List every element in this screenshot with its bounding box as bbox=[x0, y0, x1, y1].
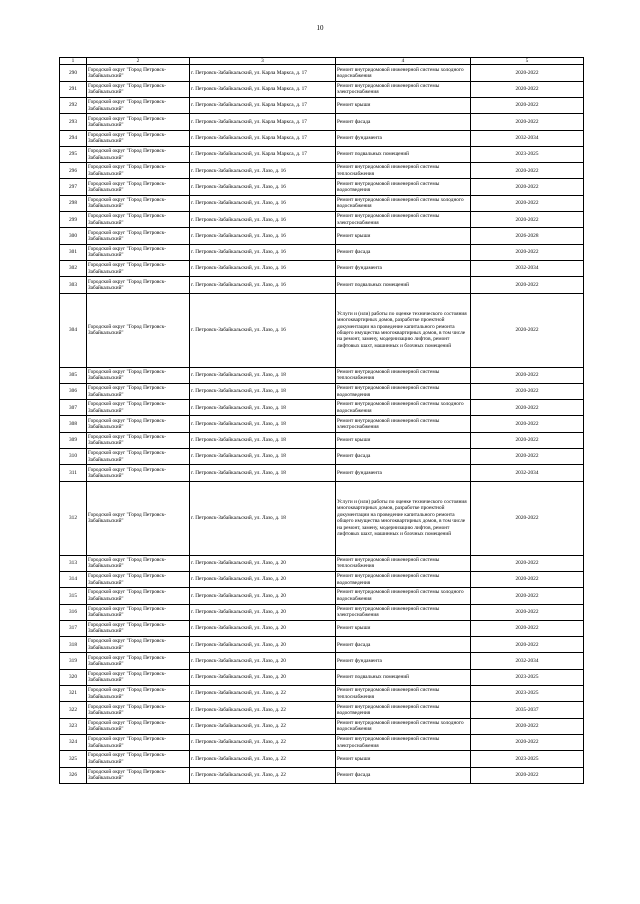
work-type-cell: Ремонт подвальных помещений bbox=[336, 277, 471, 293]
row-number-cell: 322 bbox=[60, 702, 87, 718]
district-cell: Городской округ "Город Петровск-Забайкальский" bbox=[87, 637, 190, 653]
row-number-cell: 306 bbox=[60, 383, 87, 399]
table-row bbox=[60, 293, 584, 367]
table-row bbox=[60, 604, 584, 620]
work-type-cell: Ремонт фасада bbox=[336, 449, 471, 465]
work-type-cell: Ремонт внутридомовой инженерной системы водоотведения bbox=[336, 702, 471, 718]
district-cell: Городской округ "Город Петровск-Забайкальский" bbox=[87, 604, 190, 620]
address-cell: г. Петровск-Забайкальский, ул. Лазо, д. 18 bbox=[190, 383, 336, 399]
district-cell: Городской округ "Город Петровск-Забайкальский" bbox=[87, 65, 190, 81]
table-row bbox=[60, 367, 584, 383]
district-cell: Городской округ "Город Петровск-Забайкальский" bbox=[87, 195, 190, 211]
table-header-row bbox=[60, 58, 584, 65]
row-number-cell: 315 bbox=[60, 588, 87, 604]
address-cell: г. Петровск-Забайкальский, ул. Лазо, д. 18 bbox=[190, 449, 336, 465]
work-type-cell: Ремонт внутридомовой инженерной системы электроснабжения bbox=[336, 212, 471, 228]
table-row bbox=[60, 65, 584, 81]
table-row bbox=[60, 114, 584, 130]
period-cell: 2020-2022 bbox=[471, 65, 584, 81]
district-cell: Городской округ "Город Петровск-Забайкальский" bbox=[87, 146, 190, 162]
row-number-cell: 290 bbox=[60, 65, 87, 81]
period-cell: 2020-2022 bbox=[471, 620, 584, 636]
work-type-cell: Ремонт внутридомовой инженерной системы холодного водоснабжения bbox=[336, 195, 471, 211]
period-cell: 2023-2025 bbox=[471, 751, 584, 767]
table-row bbox=[60, 195, 584, 211]
table-row bbox=[60, 212, 584, 228]
address-cell: г. Петровск-Забайкальский, ул. Лазо, д. 16 bbox=[190, 277, 336, 293]
work-type-cell: Ремонт внутридомовой инженерной системы электроснабжения bbox=[336, 734, 471, 750]
period-cell: 2020-2022 bbox=[471, 481, 584, 555]
district-cell: Городской округ "Город Петровск-Забайкальский" bbox=[87, 400, 190, 416]
address-cell: г. Петровск-Забайкальский, ул. Лазо, д. 16 bbox=[190, 260, 336, 276]
address-cell: г. Петровск-Забайкальский, ул. Лазо, д. 18 bbox=[190, 481, 336, 555]
period-cell: 2020-2022 bbox=[471, 244, 584, 260]
table-row bbox=[60, 669, 584, 685]
table-row bbox=[60, 163, 584, 179]
period-cell: 2020-2022 bbox=[471, 163, 584, 179]
row-number-cell: 316 bbox=[60, 604, 87, 620]
district-cell: Городской округ "Город Петровск-Забайкальский" bbox=[87, 669, 190, 685]
row-number-cell: 326 bbox=[60, 767, 87, 783]
capital-repair-table bbox=[59, 57, 584, 784]
address-cell: г. Петровск-Забайкальский, ул. Лазо, д. 16 bbox=[190, 228, 336, 244]
table-row bbox=[60, 620, 584, 636]
table-row bbox=[60, 686, 584, 702]
address-cell: г. Петровск-Забайкальский, ул. Лазо, д. 20 bbox=[190, 555, 336, 571]
row-number-cell: 325 bbox=[60, 751, 87, 767]
district-cell: Городской округ "Город Петровск-Забайкальский" bbox=[87, 98, 190, 114]
work-type-cell: Ремонт внутридомовой инженерной системы холодного водоснабжения bbox=[336, 588, 471, 604]
work-type-cell: Ремонт внутридомовой инженерной системы холодного водоснабжения bbox=[336, 400, 471, 416]
table-row bbox=[60, 637, 584, 653]
table-row bbox=[60, 383, 584, 399]
table-row bbox=[60, 146, 584, 162]
work-type-cell: Ремонт внутридомовой инженерной системы теплоснабжения bbox=[336, 367, 471, 383]
row-number-cell: 323 bbox=[60, 718, 87, 734]
period-cell: 2032-2034 bbox=[471, 130, 584, 146]
address-cell: г. Петровск-Забайкальский, ул. Лазо, д. 16 bbox=[190, 163, 336, 179]
column-header: 3 bbox=[190, 58, 336, 65]
work-type-cell: Ремонт внутридомовой инженерной системы холодного водоснабжения bbox=[336, 718, 471, 734]
period-cell: 2032-2034 bbox=[471, 653, 584, 669]
work-type-cell: Ремонт подвальных помещений bbox=[336, 146, 471, 162]
address-cell: г. Петровск-Забайкальский, ул. Лазо, д. 18 bbox=[190, 432, 336, 448]
table-row bbox=[60, 416, 584, 432]
work-type-cell: Ремонт фасада bbox=[336, 767, 471, 783]
work-type-cell: Ремонт внутридомовой инженерной системы водоотведения bbox=[336, 571, 471, 587]
row-number-cell: 305 bbox=[60, 367, 87, 383]
table-row bbox=[60, 588, 584, 604]
table-row bbox=[60, 260, 584, 276]
work-type-cell: Ремонт фундамента bbox=[336, 465, 471, 481]
row-number-cell: 294 bbox=[60, 130, 87, 146]
address-cell: г. Петровск-Забайкальский, ул. Лазо, д. 20 bbox=[190, 637, 336, 653]
table-row bbox=[60, 653, 584, 669]
address-cell: г. Петровск-Забайкальский, ул. Лазо, д. 16 bbox=[190, 212, 336, 228]
work-type-cell: Ремонт внутридомовой инженерной системы теплоснабжения bbox=[336, 686, 471, 702]
address-cell: г. Петровск-Забайкальский, ул. Лазо, д. 16 bbox=[190, 293, 336, 367]
address-cell: г. Петровск-Забайкальский, ул. Лазо, д. 22 bbox=[190, 767, 336, 783]
period-cell: 2035-2037 bbox=[471, 702, 584, 718]
district-cell: Городской округ "Город Петровск-Забайкальский" bbox=[87, 620, 190, 636]
row-number-cell: 314 bbox=[60, 571, 87, 587]
address-cell: г. Петровск-Забайкальский, ул. Лазо, д. 20 bbox=[190, 588, 336, 604]
column-header: 2 bbox=[87, 58, 190, 65]
period-cell: 2020-2022 bbox=[471, 718, 584, 734]
district-cell: Городской округ "Город Петровск-Забайкальский" bbox=[87, 179, 190, 195]
period-cell: 2023-2025 bbox=[471, 146, 584, 162]
address-cell: г. Петровск-Забайкальский, ул. Лазо, д. 22 bbox=[190, 734, 336, 750]
work-type-cell: Ремонт фасада bbox=[336, 637, 471, 653]
period-cell: 2020-2022 bbox=[471, 81, 584, 97]
address-cell: г. Петровск-Забайкальский, ул. Лазо, д. 22 bbox=[190, 751, 336, 767]
period-cell: 2020-2022 bbox=[471, 555, 584, 571]
period-cell: 2020-2022 bbox=[471, 604, 584, 620]
address-cell: г. Петровск-Забайкальский, ул. Лазо, д. 20 bbox=[190, 604, 336, 620]
row-number-cell: 304 bbox=[60, 293, 87, 367]
address-cell: г. Петровск-Забайкальский, ул. Карла Маркса, д. 17 bbox=[190, 81, 336, 97]
district-cell: Городской округ "Город Петровск-Забайкальский" bbox=[87, 432, 190, 448]
period-cell: 2026-2028 bbox=[471, 228, 584, 244]
column-header: 5 bbox=[471, 58, 584, 65]
period-cell: 2020-2022 bbox=[471, 212, 584, 228]
period-cell: 2020-2022 bbox=[471, 383, 584, 399]
row-number-cell: 312 bbox=[60, 481, 87, 555]
table-row bbox=[60, 432, 584, 448]
address-cell: г. Петровск-Забайкальский, ул. Лазо, д. 22 bbox=[190, 702, 336, 718]
address-cell: г. Петровск-Забайкальский, ул. Лазо, д. 18 bbox=[190, 367, 336, 383]
table-row bbox=[60, 277, 584, 293]
period-cell: 2020-2022 bbox=[471, 179, 584, 195]
district-cell: Городской округ "Город Петровск-Забайкальский" bbox=[87, 383, 190, 399]
table-row bbox=[60, 228, 584, 244]
work-type-cell: Ремонт внутридомовой инженерной системы теплоснабжения bbox=[336, 555, 471, 571]
address-cell: г. Петровск-Забайкальский, ул. Лазо, д. 22 bbox=[190, 718, 336, 734]
district-cell: Городской округ "Город Петровск-Забайкальский" bbox=[87, 228, 190, 244]
table-row bbox=[60, 718, 584, 734]
district-cell: Городской округ "Город Петровск-Забайкальский" bbox=[87, 751, 190, 767]
work-type-cell: Ремонт фундамента bbox=[336, 130, 471, 146]
period-cell: 2020-2022 bbox=[471, 767, 584, 783]
row-number-cell: 311 bbox=[60, 465, 87, 481]
work-type-cell: Ремонт крыши bbox=[336, 751, 471, 767]
district-cell: Городской округ "Город Петровск-Забайкальский" bbox=[87, 734, 190, 750]
district-cell: Городской округ "Город Петровск-Забайкальский" bbox=[87, 367, 190, 383]
work-type-cell: Услуги и (или) работы по оценке технического состояния многоквартирных домов, разработке проектной документации на проведение капитального ремонта общего имущества многоквартирных домов, в том числе на ремонт, замену, модернизацию лифтов, ремонт лифтовых шахт, машинных и блочных помещений bbox=[336, 293, 471, 367]
page-number: 10 bbox=[316, 24, 324, 32]
period-cell: 2020-2022 bbox=[471, 432, 584, 448]
table-row bbox=[60, 751, 584, 767]
row-number-cell: 321 bbox=[60, 686, 87, 702]
district-cell: Городской округ "Город Петровск-Забайкальский" bbox=[87, 686, 190, 702]
table-row bbox=[60, 555, 584, 571]
table-row bbox=[60, 767, 584, 783]
address-cell: г. Петровск-Забайкальский, ул. Лазо, д. 18 bbox=[190, 400, 336, 416]
address-cell: г. Петровск-Забайкальский, ул. Лазо, д. 16 bbox=[190, 195, 336, 211]
district-cell: Городской округ "Город Петровск-Забайкальский" bbox=[87, 81, 190, 97]
period-cell: 2020-2022 bbox=[471, 416, 584, 432]
address-cell: г. Петровск-Забайкальский, ул. Лазо, д. 16 bbox=[190, 244, 336, 260]
period-cell: 2032-2034 bbox=[471, 260, 584, 276]
row-number-cell: 307 bbox=[60, 400, 87, 416]
table-row bbox=[60, 465, 584, 481]
address-cell: г. Петровск-Забайкальский, ул. Лазо, д. 18 bbox=[190, 416, 336, 432]
row-number-cell: 296 bbox=[60, 163, 87, 179]
district-cell: Городской округ "Город Петровск-Забайкальский" bbox=[87, 416, 190, 432]
period-cell: 2020-2022 bbox=[471, 734, 584, 750]
period-cell: 2020-2022 bbox=[471, 400, 584, 416]
work-type-cell: Ремонт внутридомовой инженерной системы электроснабжения bbox=[336, 416, 471, 432]
work-type-cell: Ремонт фасада bbox=[336, 114, 471, 130]
row-number-cell: 301 bbox=[60, 244, 87, 260]
work-type-cell: Ремонт внутридомовой инженерной системы электроснабжения bbox=[336, 81, 471, 97]
address-cell: г. Петровск-Забайкальский, ул. Карла Маркса, д. 17 bbox=[190, 98, 336, 114]
row-number-cell: 291 bbox=[60, 81, 87, 97]
row-number-cell: 308 bbox=[60, 416, 87, 432]
district-cell: Городской округ "Город Петровск-Забайкальский" bbox=[87, 571, 190, 587]
district-cell: Городской округ "Город Петровск-Забайкальский" bbox=[87, 130, 190, 146]
period-cell: 2023-2025 bbox=[471, 686, 584, 702]
table-row bbox=[60, 98, 584, 114]
district-cell: Городской округ "Город Петровск-Забайкальский" bbox=[87, 588, 190, 604]
period-cell: 2020-2022 bbox=[471, 449, 584, 465]
row-number-cell: 303 bbox=[60, 277, 87, 293]
table-row bbox=[60, 179, 584, 195]
address-cell: г. Петровск-Забайкальский, ул. Карла Маркса, д. 17 bbox=[190, 130, 336, 146]
row-number-cell: 313 bbox=[60, 555, 87, 571]
period-cell: 2020-2022 bbox=[471, 571, 584, 587]
work-type-cell: Ремонт крыши bbox=[336, 620, 471, 636]
address-cell: г. Петровск-Забайкальский, ул. Карла Маркса, д. 17 bbox=[190, 65, 336, 81]
work-type-cell: Ремонт крыши bbox=[336, 228, 471, 244]
row-number-cell: 318 bbox=[60, 637, 87, 653]
address-cell: г. Петровск-Забайкальский, ул. Карла Маркса, д. 17 bbox=[190, 114, 336, 130]
work-type-cell: Ремонт фасада bbox=[336, 244, 471, 260]
row-number-cell: 310 bbox=[60, 449, 87, 465]
row-number-cell: 292 bbox=[60, 98, 87, 114]
work-type-cell: Ремонт крыши bbox=[336, 98, 471, 114]
table-row bbox=[60, 734, 584, 750]
district-cell: Городской округ "Город Петровск-Забайкальский" bbox=[87, 114, 190, 130]
row-number-cell: 299 bbox=[60, 212, 87, 228]
table-row bbox=[60, 449, 584, 465]
work-type-cell: Ремонт подвальных помещений bbox=[336, 669, 471, 685]
work-type-cell: Ремонт фундамента bbox=[336, 653, 471, 669]
row-number-cell: 317 bbox=[60, 620, 87, 636]
period-cell: 2020-2022 bbox=[471, 98, 584, 114]
district-cell: Городской округ "Город Петровск-Забайкальский" bbox=[87, 702, 190, 718]
table-row bbox=[60, 130, 584, 146]
period-cell: 2020-2022 bbox=[471, 293, 584, 367]
period-cell: 2020-2022 bbox=[471, 277, 584, 293]
row-number-cell: 295 bbox=[60, 146, 87, 162]
row-number-cell: 319 bbox=[60, 653, 87, 669]
address-cell: г. Петровск-Забайкальский, ул. Лазо, д. 20 bbox=[190, 653, 336, 669]
period-cell: 2023-2025 bbox=[471, 669, 584, 685]
work-type-cell: Ремонт внутридомовой инженерной системы водоотведения bbox=[336, 179, 471, 195]
district-cell: Городской округ "Город Петровск-Забайкальский" bbox=[87, 465, 190, 481]
work-type-cell: Ремонт внутридомовой инженерной системы водоотведения bbox=[336, 383, 471, 399]
table-row bbox=[60, 571, 584, 587]
period-cell: 2020-2022 bbox=[471, 637, 584, 653]
district-cell: Городской округ "Город Петровск-Забайкальский" bbox=[87, 260, 190, 276]
address-cell: г. Петровск-Забайкальский, ул. Лазо, д. 20 bbox=[190, 571, 336, 587]
address-cell: г. Петровск-Забайкальский, ул. Лазо, д. 18 bbox=[190, 465, 336, 481]
row-number-cell: 297 bbox=[60, 179, 87, 195]
district-cell: Городской округ "Город Петровск-Забайкальский" bbox=[87, 481, 190, 555]
period-cell: 2020-2022 bbox=[471, 367, 584, 383]
address-cell: г. Петровск-Забайкальский, ул. Лазо, д. 16 bbox=[190, 179, 336, 195]
row-number-cell: 324 bbox=[60, 734, 87, 750]
table-row bbox=[60, 81, 584, 97]
table-row bbox=[60, 481, 584, 555]
district-cell: Городской округ "Город Петровск-Забайкальский" bbox=[87, 293, 190, 367]
period-cell: 2020-2022 bbox=[471, 114, 584, 130]
column-header: 4 bbox=[336, 58, 471, 65]
row-number-cell: 320 bbox=[60, 669, 87, 685]
row-number-cell: 293 bbox=[60, 114, 87, 130]
period-cell: 2020-2022 bbox=[471, 588, 584, 604]
work-type-cell: Ремонт фундамента bbox=[336, 260, 471, 276]
district-cell: Городской округ "Город Петровск-Забайкальский" bbox=[87, 277, 190, 293]
address-cell: г. Петровск-Забайкальский, ул. Карла Маркса, д. 17 bbox=[190, 146, 336, 162]
work-type-cell: Ремонт внутридомовой инженерной системы электроснабжения bbox=[336, 604, 471, 620]
district-cell: Городской округ "Город Петровск-Забайкальский" bbox=[87, 718, 190, 734]
address-cell: г. Петровск-Забайкальский, ул. Лазо, д. 20 bbox=[190, 620, 336, 636]
district-cell: Городской округ "Город Петровск-Забайкальский" bbox=[87, 653, 190, 669]
district-cell: Городской округ "Город Петровск-Забайкальский" bbox=[87, 212, 190, 228]
row-number-cell: 300 bbox=[60, 228, 87, 244]
work-type-cell: Услуги и (или) работы по оценке технического состояния многоквартирных домов, разработке проектной документации на проведение капитального ремонта общего имущества многоквартирных домов, в том числе на ремонт, замену, модернизацию лифтов, ремонт лифтовых шахт, машинных и блочных помещений bbox=[336, 481, 471, 555]
row-number-cell: 302 bbox=[60, 260, 87, 276]
address-cell: г. Петровск-Забайкальский, ул. Лазо, д. 20 bbox=[190, 669, 336, 685]
district-cell: Городской округ "Город Петровск-Забайкальский" bbox=[87, 244, 190, 260]
row-number-cell: 298 bbox=[60, 195, 87, 211]
period-cell: 2032-2034 bbox=[471, 465, 584, 481]
table-row bbox=[60, 244, 584, 260]
district-cell: Городской округ "Город Петровск-Забайкальский" bbox=[87, 449, 190, 465]
work-type-cell: Ремонт внутридомовой инженерной системы теплоснабжения bbox=[336, 163, 471, 179]
district-cell: Городской округ "Город Петровск-Забайкальский" bbox=[87, 163, 190, 179]
district-cell: Городской округ "Город Петровск-Забайкальский" bbox=[87, 555, 190, 571]
work-type-cell: Ремонт крыши bbox=[336, 432, 471, 448]
table-row bbox=[60, 400, 584, 416]
period-cell: 2020-2022 bbox=[471, 195, 584, 211]
work-type-cell: Ремонт внутридомовой инженерной системы холодного водоснабжения bbox=[336, 65, 471, 81]
row-number-cell: 309 bbox=[60, 432, 87, 448]
address-cell: г. Петровск-Забайкальский, ул. Лазо, д. 22 bbox=[190, 686, 336, 702]
column-header: 1 bbox=[60, 58, 87, 65]
district-cell: Городской округ "Город Петровск-Забайкальский" bbox=[87, 767, 190, 783]
table-row bbox=[60, 702, 584, 718]
